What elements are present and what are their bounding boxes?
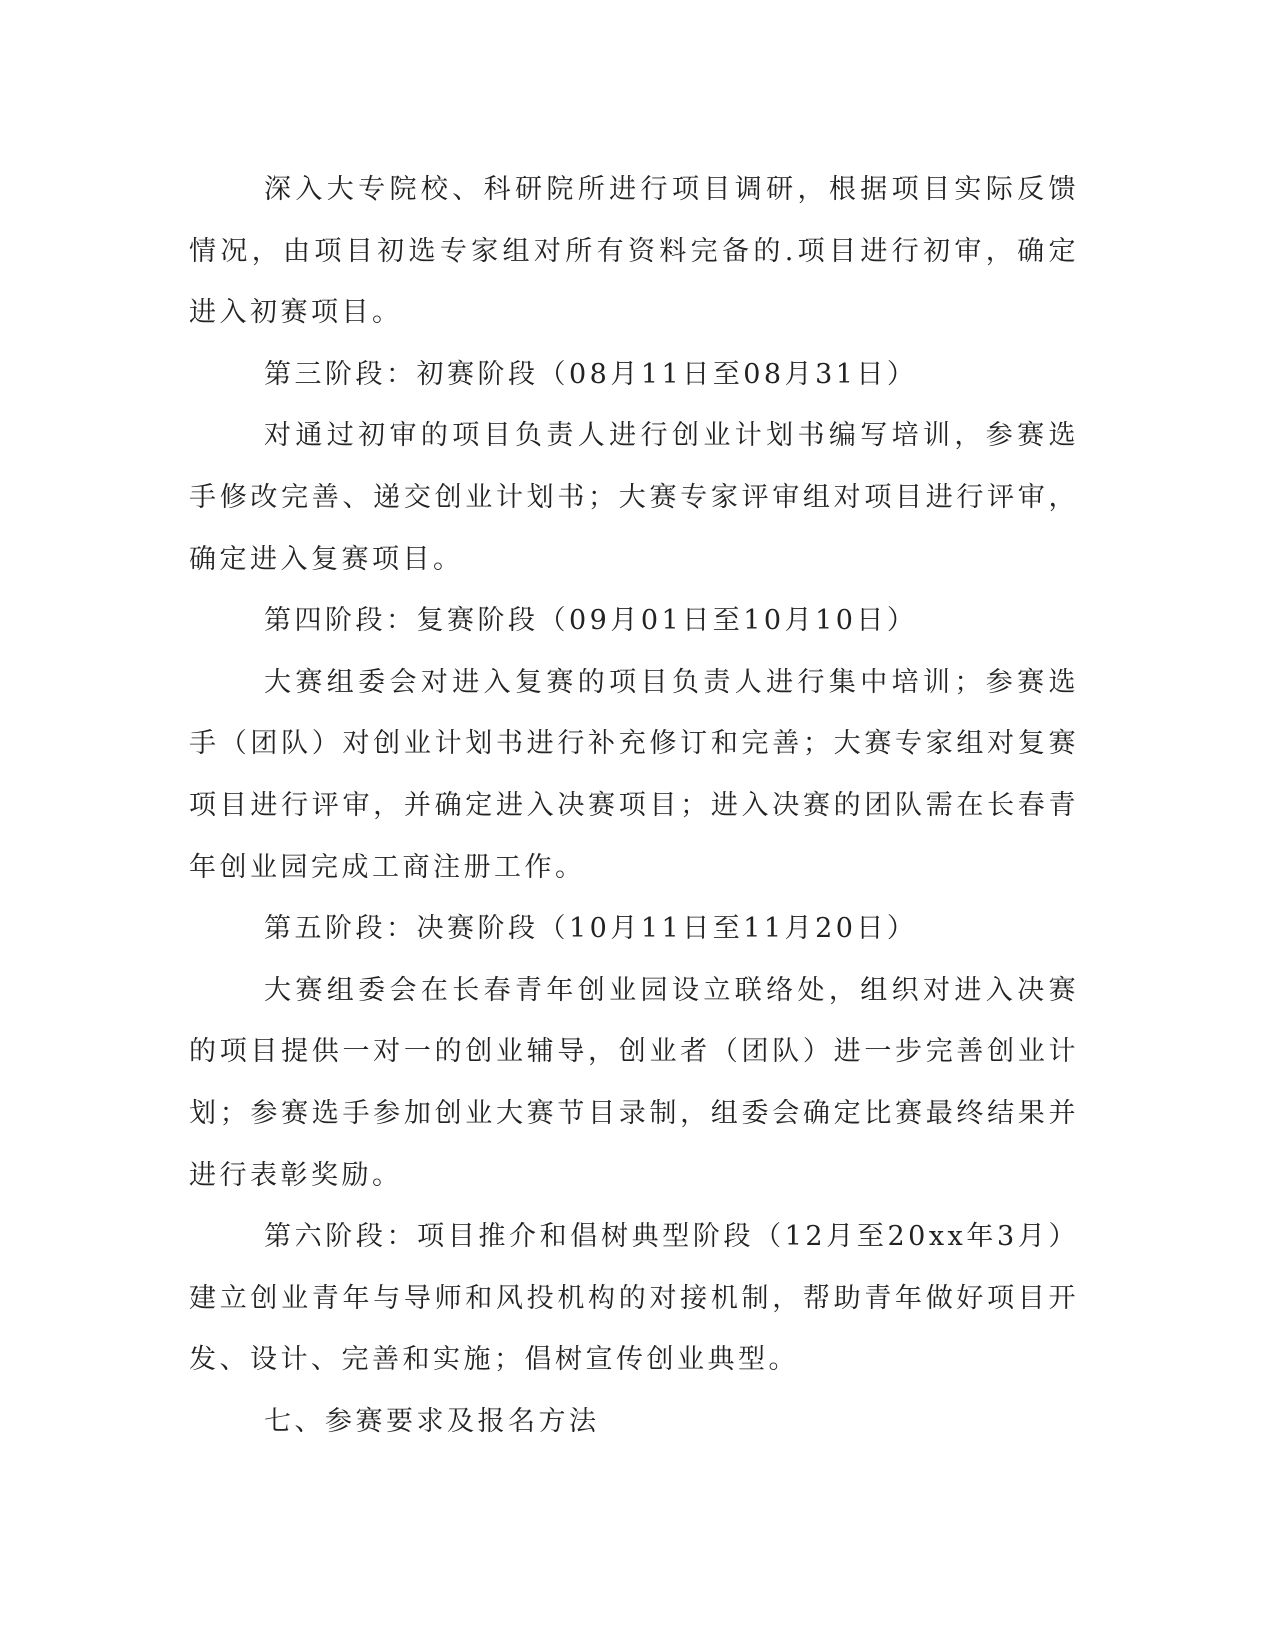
heading-stage-four: 第四阶段：复赛阶段（09月01日至10月10日）	[264, 605, 918, 637]
paragraph-stage-five: 大赛组委会在长春青年创业园设立联络处，组织对进入决赛的项目提供一对一的创业辅导，创业者（团队）进一步完善创业计划；参赛选手参加创业大赛节目录制，组委会确定比赛最终结果并进行表彰奖励。	[189, 974, 1079, 1191]
paragraph-project-research: 深入大专院校、科研院所进行项目调研，根据项目实际反馈情况，由项目初选专家组对所有资料完备的.项目进行初审，确定进入初赛项目。	[189, 174, 1079, 329]
heading-stage-three: 第三阶段：初赛阶段（08月11日至08月31日）	[264, 358, 918, 390]
document-body	[189, 159, 1079, 1452]
paragraph-stage-six: 第六阶段：项目推介和倡树典型阶段（12月至20xx年3月）建立创业青年与导师和风投机构的对接机制，帮助青年做好项目开发、设计、完善和实施；倡树宣传创业典型。	[189, 1221, 1079, 1376]
section-heading-requirements: 七、参赛要求及报名方法	[264, 1405, 600, 1437]
heading-stage-five: 第五阶段：决赛阶段（10月11日至11月20日）	[264, 913, 918, 945]
paragraph-stage-three: 对通过初审的项目负责人进行创业计划书编写培训，参赛选手修改完善、递交创业计划书；大赛专家评审组对项目进行评审，确定进入复赛项目。	[189, 420, 1079, 575]
paragraph-stage-four: 大赛组委会对进入复赛的项目负责人进行集中培训；参赛选手（团队）对创业计划书进行补充修订和完善；大赛专家组对复赛项目进行评审，并确定进入决赛项目；进入决赛的团队需在长春青年创业园完成工商注册工作。	[189, 666, 1079, 883]
